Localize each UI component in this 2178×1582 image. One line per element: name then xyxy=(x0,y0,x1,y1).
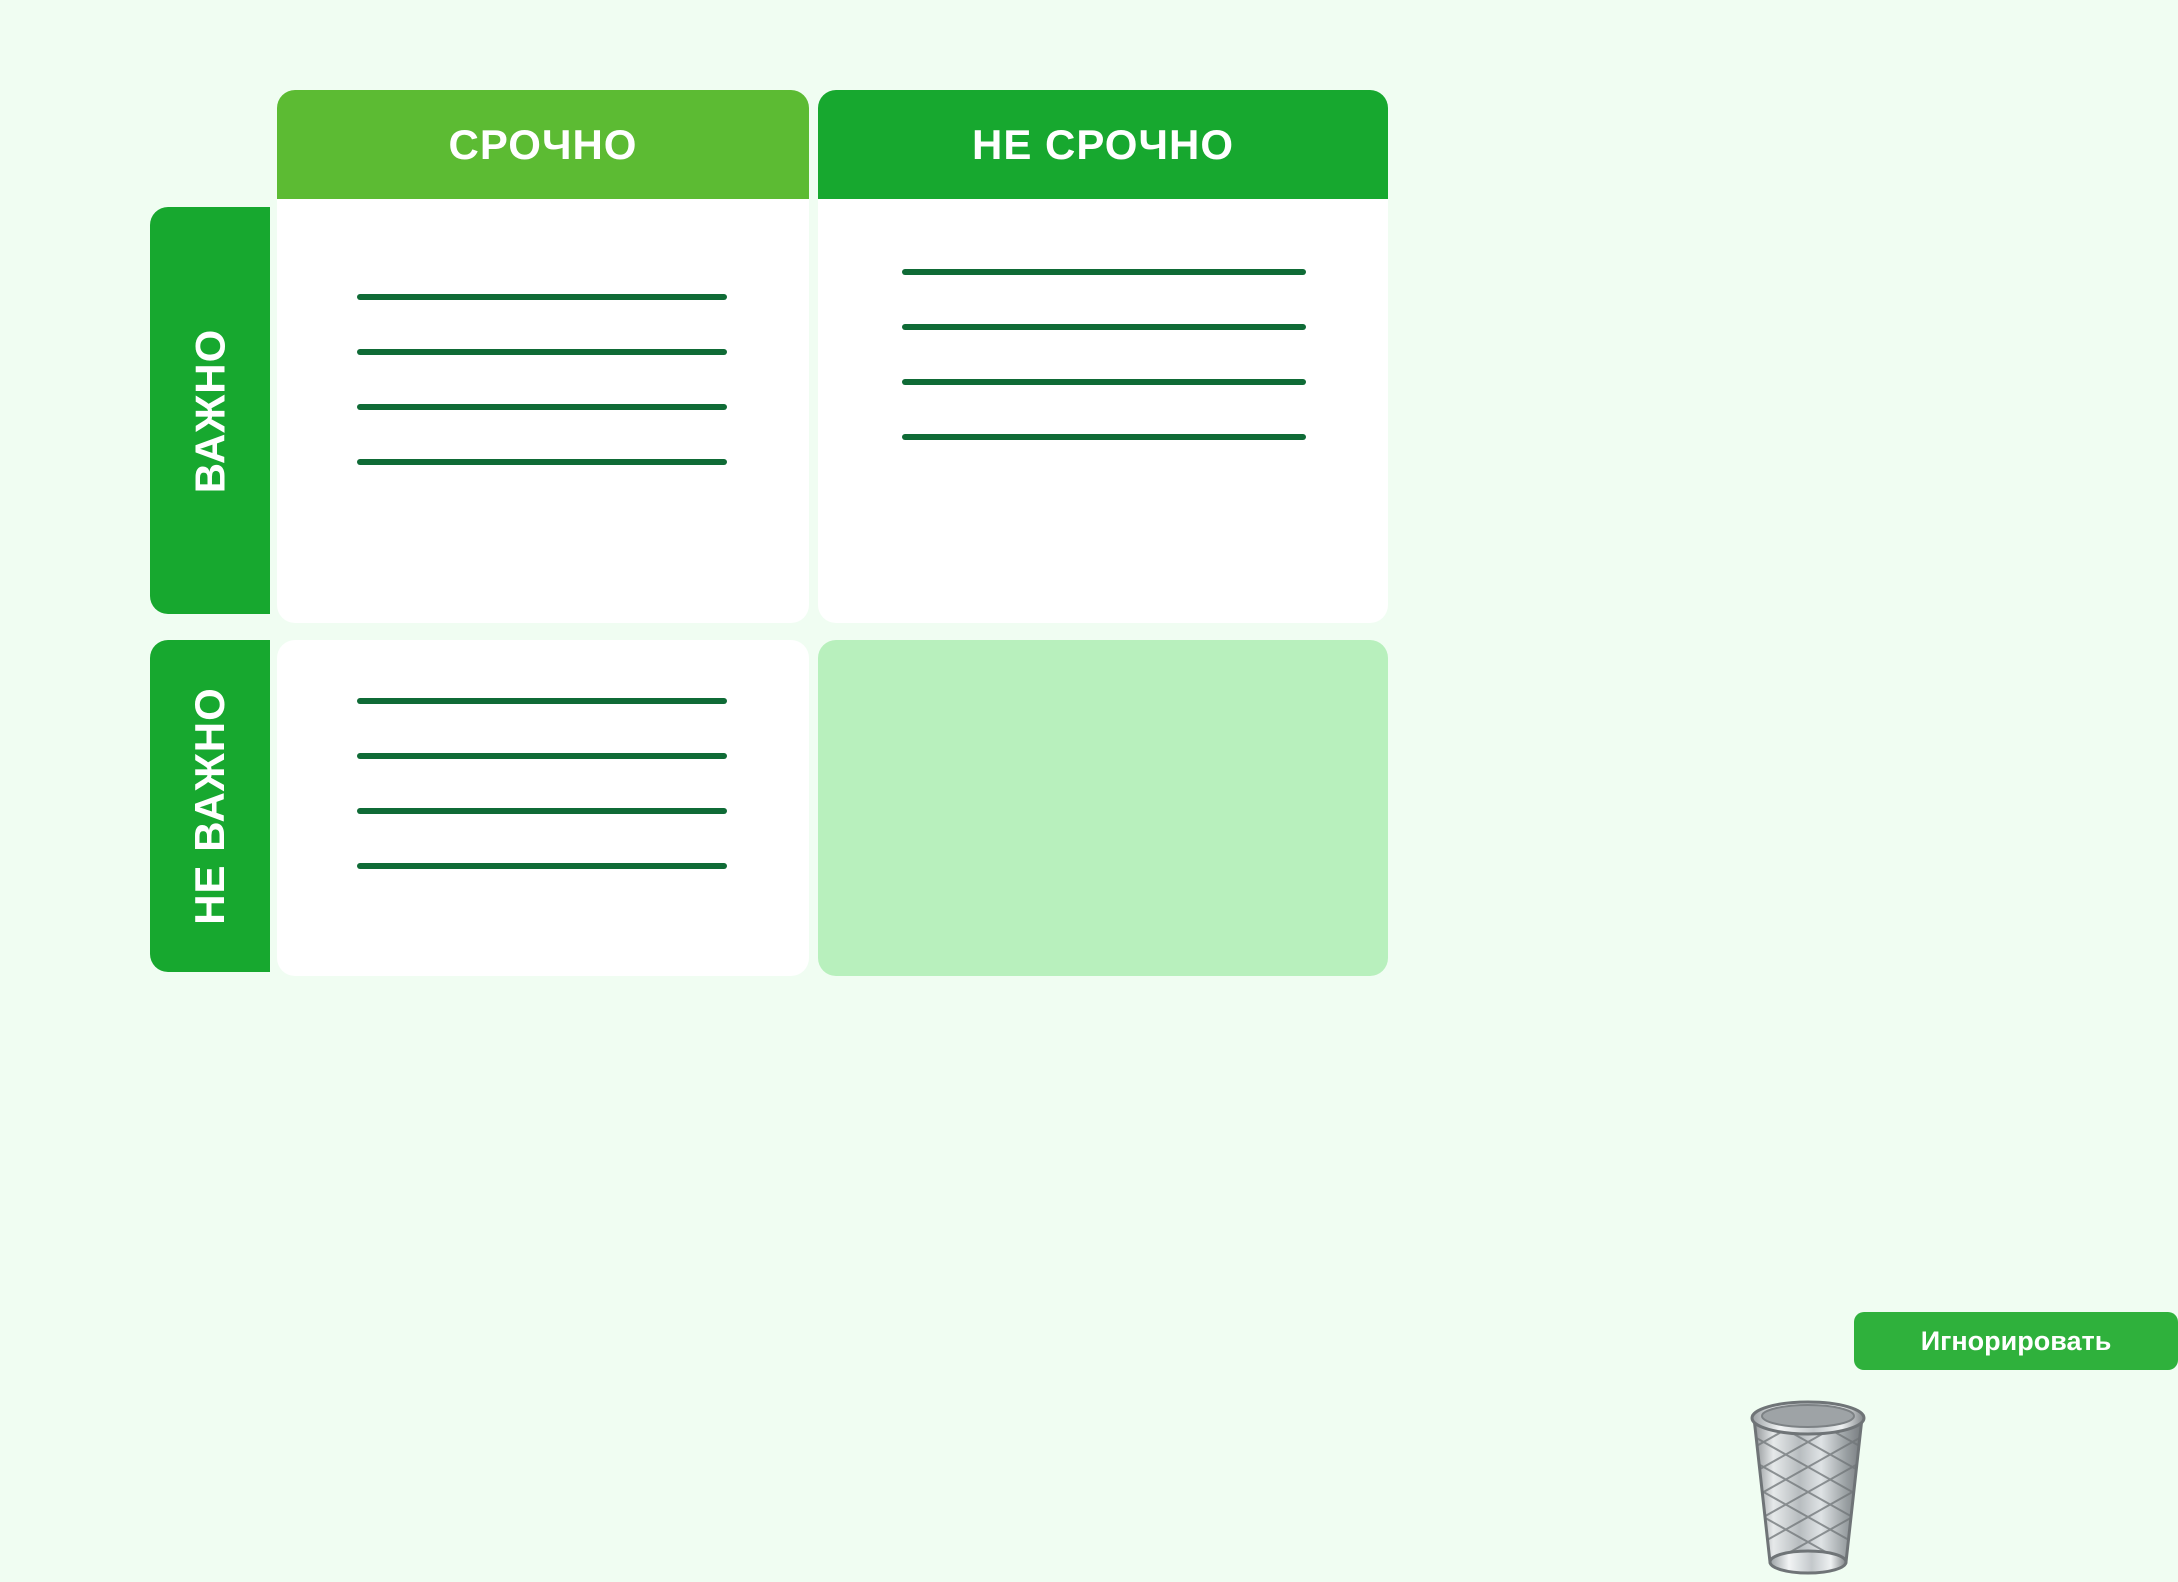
row-label-not-important xyxy=(150,640,270,972)
write-in-lines xyxy=(902,269,1306,440)
wastebasket-icon xyxy=(1738,1392,1878,1582)
write-in-line[interactable] xyxy=(357,863,727,869)
column-header-not-urgent-label: НЕ СРОЧНО xyxy=(972,121,1234,168)
write-in-line[interactable] xyxy=(357,753,727,759)
quadrant-not-urgent-important[interactable] xyxy=(818,199,1388,623)
write-in-line[interactable] xyxy=(902,269,1306,275)
write-in-line[interactable] xyxy=(357,404,727,410)
quadrant-urgent-not-important[interactable] xyxy=(277,640,809,976)
column-header-urgent-label: СРОЧНО xyxy=(448,121,638,168)
write-in-line[interactable] xyxy=(357,698,727,704)
row-label-important xyxy=(150,207,270,614)
write-in-line[interactable] xyxy=(902,434,1306,440)
write-in-line[interactable] xyxy=(357,808,727,814)
write-in-line[interactable] xyxy=(357,294,727,300)
write-in-lines xyxy=(357,294,727,465)
row-label-important-text: ВАЖНО xyxy=(186,328,233,493)
row-label-not-important-text: НЕ ВАЖНО xyxy=(186,687,234,925)
quadrant-urgent-important[interactable] xyxy=(277,199,809,623)
column-header-urgent xyxy=(277,90,809,200)
ignore-button[interactable]: Игнорировать xyxy=(1854,1312,2178,1370)
write-in-line[interactable] xyxy=(902,379,1306,385)
write-in-lines xyxy=(357,698,727,869)
write-in-line[interactable] xyxy=(357,459,727,465)
write-in-line[interactable] xyxy=(902,324,1306,330)
column-header-not-urgent xyxy=(818,90,1388,200)
quadrant-not-urgent-not-important[interactable] xyxy=(818,640,2112,1356)
write-in-line[interactable] xyxy=(357,349,727,355)
